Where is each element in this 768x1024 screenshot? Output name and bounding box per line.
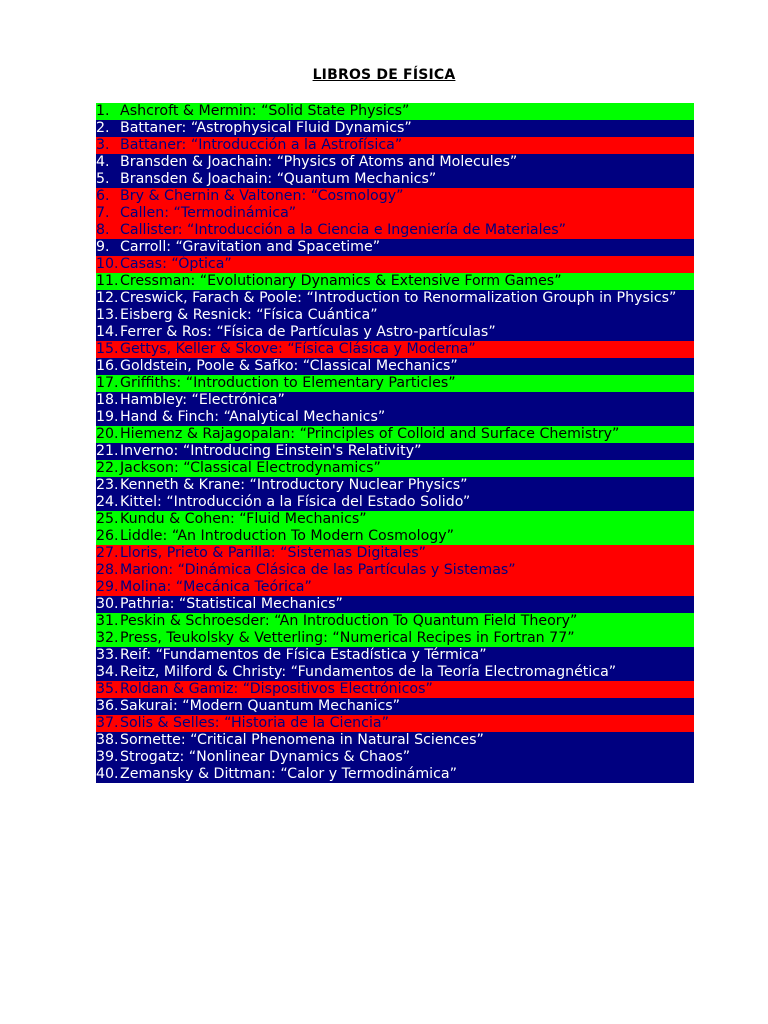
list-item-text: Creswick, Farach & Poole: “Introduction to Renormalization Grouph in Physics” <box>120 290 677 306</box>
list-item-text: Gettys, Keller & Skove: “Física Clásica y Moderna” <box>120 341 476 357</box>
list-item <box>96 749 694 766</box>
list-item <box>96 698 694 715</box>
list-item-number: 12. <box>96 290 119 306</box>
list-item-number: 40. <box>96 766 119 782</box>
list-item <box>96 154 694 171</box>
list-item-text: Sornette: “Critical Phenomena in Natural Sciences” <box>120 732 484 748</box>
list-item <box>96 647 694 664</box>
list-item-number: 27. <box>96 545 119 561</box>
list-item <box>96 324 694 341</box>
list-item <box>96 664 694 681</box>
list-item-number: 17. <box>96 375 119 391</box>
list-item-number: 1. <box>96 103 110 119</box>
list-item-text: Molina: “Mecánica Teórica” <box>120 579 312 595</box>
list-item <box>96 307 694 324</box>
list-item <box>96 273 694 290</box>
list-item-text: Carroll: “Gravitation and Spacetime” <box>120 239 381 255</box>
list-item-text: Bransden & Joachain: “Quantum Mechanics” <box>120 171 437 187</box>
list-item-text: Kenneth & Krane: “Introductory Nuclear Physics” <box>120 477 468 493</box>
list-item-text: Strogatz: “Nonlinear Dynamics & Chaos” <box>120 749 411 765</box>
list-item-text: Bry & Chernin & Valtonen: “Cosmology” <box>120 188 404 204</box>
list-item <box>96 256 694 273</box>
page-title: LIBROS DE FÍSICA <box>312 67 456 83</box>
list-item <box>96 545 694 562</box>
list-item <box>96 596 694 613</box>
list-item-number: 15. <box>96 341 119 357</box>
list-item-number: 16. <box>96 358 119 374</box>
list-item <box>96 375 694 392</box>
list-item-text: Kundu & Cohen: “Fluid Mechanics” <box>120 511 367 527</box>
list-item-number: 9. <box>96 239 110 255</box>
list-item-text: Pathria: “Statistical Mechanics” <box>120 596 343 612</box>
list-item <box>96 239 694 256</box>
list-item-text: Battaner: “Introducción a la Astrofísica” <box>120 137 403 153</box>
list-item <box>96 222 694 239</box>
list-item-number: 26. <box>96 528 119 544</box>
list-item <box>96 613 694 630</box>
list-item <box>96 766 694 783</box>
list-item-number: 31. <box>96 613 119 629</box>
list-item-number: 36. <box>96 698 119 714</box>
list-item-text: Lloris, Prieto & Parilla: “Sistemas Digitales” <box>120 545 426 561</box>
list-item-number: 23. <box>96 477 119 493</box>
list-item-text: Kittel: “Introducción a la Física del Estado Solido” <box>120 494 471 510</box>
list-item-number: 34. <box>96 664 119 680</box>
list-item-text: Solis & Selles: “Historia de la Ciencia” <box>120 715 389 731</box>
list-item-number: 19. <box>96 409 119 425</box>
list-item <box>96 290 694 307</box>
list-item-number: 10. <box>96 256 119 272</box>
list-item-number: 18. <box>96 392 119 408</box>
list-item-text: Cressman: “Evolutionary Dynamics & Extensive Form Games” <box>120 273 562 289</box>
list-item <box>96 681 694 698</box>
list-item <box>96 732 694 749</box>
list-item-text: Hand & Finch: “Analytical Mechanics” <box>120 409 386 425</box>
list-item-number: 7. <box>96 205 110 221</box>
list-item-number: 6. <box>96 188 110 204</box>
list-item-text: Ashcroft & Mermin: “Solid State Physics” <box>120 103 410 119</box>
list-item <box>96 715 694 732</box>
list-item <box>96 171 694 188</box>
list-item-text: Press, Teukolsky & Vetterling: “Numerical Recipes in Fortran 77” <box>120 630 575 646</box>
list-item <box>96 188 694 205</box>
list-item-number: 38. <box>96 732 119 748</box>
list-item-number: 20. <box>96 426 119 442</box>
list-item-text: Callen: “Termodinámica” <box>120 205 297 221</box>
list-item <box>96 511 694 528</box>
list-item <box>96 579 694 596</box>
list-item-text: Ferrer & Ros: “Física de Partículas y Astro-partículas” <box>120 324 496 340</box>
list-item-text: Reitz, Milford & Christy: “Fundamentos de la Teoría Electromagnética” <box>120 664 617 680</box>
list-item-number: 28. <box>96 562 119 578</box>
list-item <box>96 205 694 222</box>
list-item <box>96 443 694 460</box>
book-list <box>96 103 694 783</box>
list-item-number: 8. <box>96 222 110 238</box>
list-item <box>96 103 694 120</box>
list-item-number: 21. <box>96 443 119 459</box>
list-item-number: 3. <box>96 137 110 153</box>
list-item-number: 33. <box>96 647 119 663</box>
list-item-text: Battaner: “Astrophysical Fluid Dynamics” <box>120 120 412 136</box>
list-item-text: Liddle: “An Introduction To Modern Cosmology” <box>120 528 455 544</box>
list-item <box>96 528 694 545</box>
list-item-text: Callister: “Introducción a la Ciencia e Ingeniería de Materiales” <box>120 222 566 238</box>
list-item-number: 29. <box>96 579 119 595</box>
list-item <box>96 120 694 137</box>
list-item-text: Hambley: “Electrónica” <box>120 392 285 408</box>
list-item-text: Griffiths: “Introduction to Elementary Particles” <box>120 375 456 391</box>
list-item-text: Sakurai: “Modern Quantum Mechanics” <box>120 698 400 714</box>
list-item <box>96 137 694 154</box>
list-item-number: 37. <box>96 715 119 731</box>
list-item <box>96 392 694 409</box>
list-item <box>96 341 694 358</box>
list-item-number: 2. <box>96 120 110 136</box>
list-item <box>96 358 694 375</box>
list-item-number: 24. <box>96 494 119 510</box>
list-item <box>96 630 694 647</box>
list-item-number: 30. <box>96 596 119 612</box>
list-item <box>96 562 694 579</box>
list-item-number: 39. <box>96 749 119 765</box>
list-item-text: Casas: “Óptica” <box>120 256 232 272</box>
list-item-number: 13. <box>96 307 119 323</box>
list-item-text: Zemansky & Dittman: “Calor y Termodinámica” <box>120 766 457 782</box>
list-item <box>96 477 694 494</box>
list-item-text: Roldan & Gamiz: “Dispositivos Electrónicos” <box>120 681 433 697</box>
list-item-text: Reif: “Fundamentos de Física Estadística y Térmica” <box>120 647 487 663</box>
list-item <box>96 460 694 477</box>
list-item-number: 22. <box>96 460 119 476</box>
list-item <box>96 426 694 443</box>
list-item-text: Hiemenz & Rajagopalan: “Principles of Colloid and Surface Chemistry” <box>120 426 620 442</box>
list-item-text: Peskin & Schroesder: “An Introduction To Quantum Field Theory” <box>120 613 578 629</box>
list-item <box>96 494 694 511</box>
list-item-number: 14. <box>96 324 119 340</box>
list-item <box>96 409 694 426</box>
list-item-number: 11. <box>96 273 119 289</box>
list-item-text: Inverno: “Introducing Einstein's Relativity” <box>120 443 422 459</box>
list-item-number: 35. <box>96 681 119 697</box>
list-item-number: 32. <box>96 630 119 646</box>
list-item-text: Jackson: “Classical Electrodynamics” <box>120 460 381 476</box>
list-item-text: Bransden & Joachain: “Physics of Atoms and Molecules” <box>120 154 518 170</box>
list-item-text: Goldstein, Poole & Safko: “Classical Mechanics” <box>120 358 458 374</box>
list-item-text: Eisberg & Resnick: “Física Cuántica” <box>120 307 378 323</box>
list-item-number: 5. <box>96 171 110 187</box>
list-item-text: Marion: “Dinámica Clásica de las Partículas y Sistemas” <box>120 562 516 578</box>
list-item-number: 4. <box>96 154 110 170</box>
list-item-number: 25. <box>96 511 119 527</box>
